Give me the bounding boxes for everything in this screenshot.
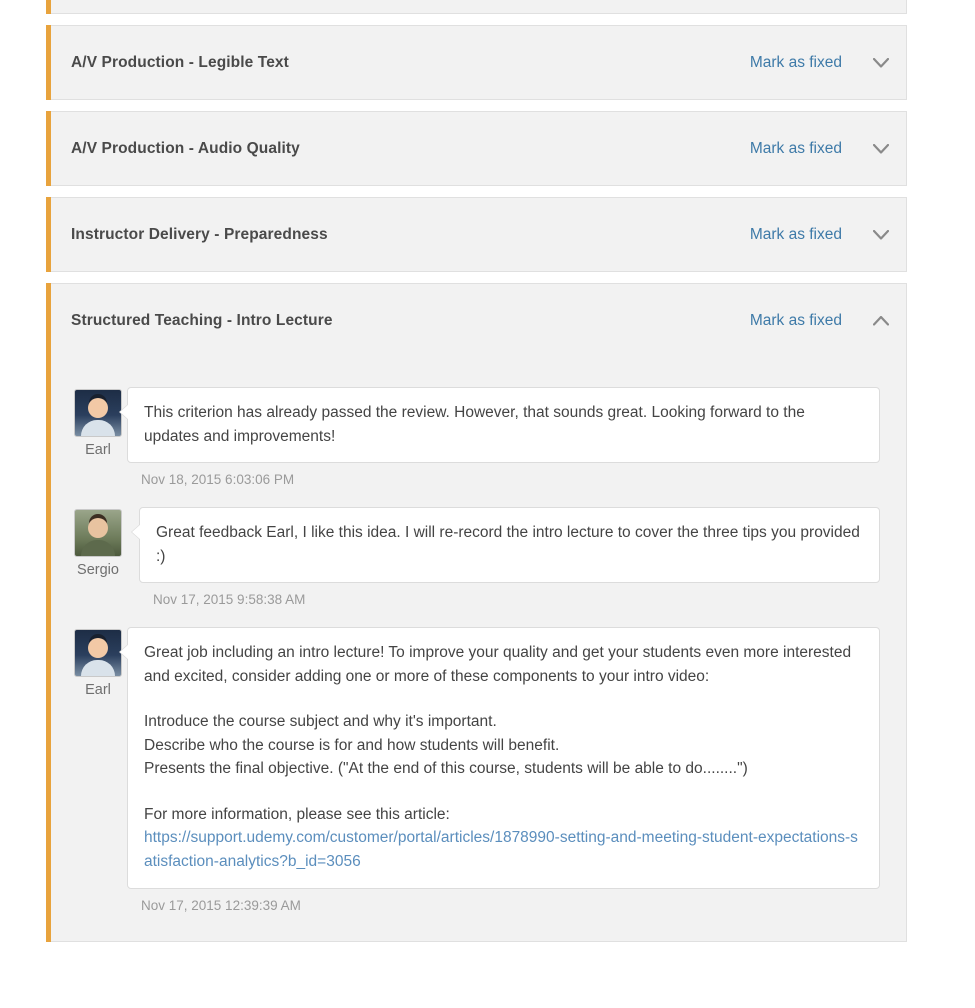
comment-text: This criterion has already passed the review. However, that sounds great. Looking forward to the updates and improvements! xyxy=(144,404,805,445)
criterion-header[interactable] xyxy=(47,112,906,185)
comment-bubble xyxy=(127,627,880,888)
comment-item xyxy=(69,627,880,930)
avatar-name: Earl xyxy=(85,682,111,699)
comment-timestamp: Nov 17, 2015 12:39:39 AM xyxy=(141,897,301,913)
comment-tip-3: Presents the final objective. ("At the end of this course, students will be able to do........") xyxy=(144,760,748,778)
criterion-header[interactable] xyxy=(47,284,906,357)
criterion-header[interactable] xyxy=(47,198,906,271)
criterion-header[interactable] xyxy=(47,26,906,99)
comment-author xyxy=(69,627,127,698)
criterion-card-preparedness[interactable] xyxy=(46,197,907,272)
criterion-card-legible-text[interactable] xyxy=(46,25,907,100)
comment-paragraph-1: Great job including an intro lecture! To improve your quality and get your students even more interested and excited, consider adding one or more of these components to your intro video: xyxy=(144,644,852,685)
mark-as-fixed-button[interactable]: Mark as fixed xyxy=(749,53,842,71)
criterion-title: Structured Teaching - Intro Lecture xyxy=(71,311,333,329)
chevron-down-icon[interactable] xyxy=(868,58,894,68)
comment-paragraph-2: For more information, please see this article: xyxy=(144,805,450,823)
comment-text: Great feedback Earl, I like this idea. I will re-record the intro lecture to cover the three tips you provided :) xyxy=(156,524,860,565)
criterion-title: A/V Production - Audio Quality xyxy=(71,139,300,157)
comment-author xyxy=(69,507,127,578)
comment-timestamp: Nov 17, 2015 9:58:38 AM xyxy=(153,592,306,608)
mark-as-fixed-button[interactable]: Mark as fixed xyxy=(749,139,842,157)
chevron-up-icon[interactable] xyxy=(868,316,894,326)
avatar xyxy=(74,509,122,557)
criterion-title: A/V Production - Legible Text xyxy=(71,53,289,71)
criterion-accent-bar xyxy=(46,0,51,14)
comment-tip-2: Describe who the course is for and how students will benefit. xyxy=(144,736,560,754)
comment-tip-1: Introduce the course subject and why it's important. xyxy=(144,713,497,731)
avatar xyxy=(74,389,122,437)
comment-author xyxy=(69,387,127,458)
comment-timestamp: Nov 18, 2015 6:03:06 PM xyxy=(141,472,295,488)
comment-bubble xyxy=(139,507,880,583)
avatar-name: Earl xyxy=(85,442,111,458)
comment-bubble xyxy=(127,387,880,463)
chevron-down-icon[interactable] xyxy=(868,144,894,154)
criterion-title: Instructor Delivery - Preparedness xyxy=(71,225,328,243)
avatar-name: Sergio xyxy=(77,562,119,579)
comment-item xyxy=(69,387,880,505)
mark-as-fixed-button[interactable]: Mark as fixed xyxy=(749,225,842,243)
criterion-accent-bar xyxy=(46,283,51,942)
criterion-comments xyxy=(47,357,906,941)
criterion-card-partial xyxy=(46,0,907,14)
criterion-card-audio-quality[interactable] xyxy=(46,111,907,186)
chevron-down-icon[interactable] xyxy=(868,230,894,240)
mark-as-fixed-button[interactable]: Mark as fixed xyxy=(749,311,842,329)
comment-item xyxy=(69,507,880,625)
support-article-link[interactable]: https://support.udemy.com/customer/portal/articles/1878990-setting-and-meeting-student-expectations-satisfaction-analytics?b_id=3056 xyxy=(144,829,858,871)
avatar xyxy=(74,629,122,677)
criterion-card-intro-lecture[interactable] xyxy=(46,283,907,942)
